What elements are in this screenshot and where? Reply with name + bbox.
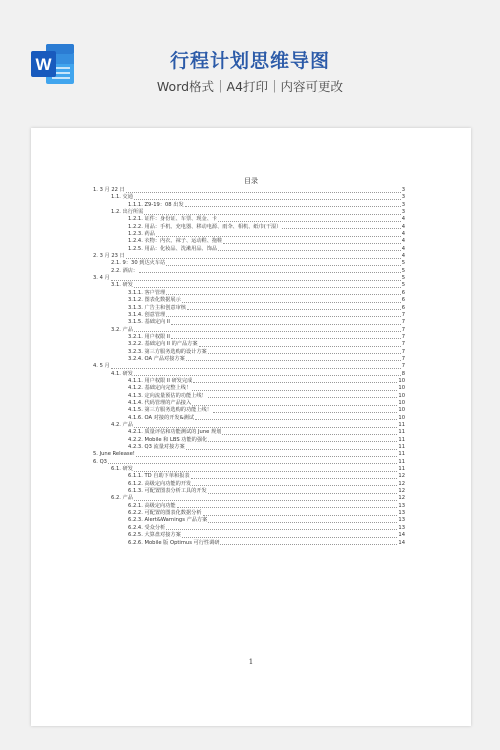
toc-leader-dots xyxy=(187,309,401,310)
toc-entry-label: 1.2.1. 证件：身份证、车票、现金、卡 xyxy=(128,216,218,223)
toc-leader-dots xyxy=(220,544,397,545)
toc-entry-label: 4.2.3. Q3 流量对接方案 xyxy=(128,444,185,451)
toc-leader-dots xyxy=(126,258,401,259)
toc-leader-dots xyxy=(166,265,400,266)
toc-leader-dots xyxy=(185,206,401,207)
toc-entry-page: 7 xyxy=(401,348,405,355)
toc-entry-label: 3.1.5. 基础定向 II xyxy=(128,319,170,326)
toc-entry-page: 3 xyxy=(401,201,405,208)
toc-leader-dots xyxy=(166,529,397,530)
toc-entry-label: 1.1.1. Z9-19：08 出发 xyxy=(128,201,184,208)
toc-leader-dots xyxy=(282,228,400,229)
toc-entry-page: 12 xyxy=(398,473,405,480)
toc-entry-page: 11 xyxy=(398,458,405,465)
toc-leader-dots xyxy=(166,316,400,317)
toc-entry-page: 5 xyxy=(401,275,405,282)
toc-entry[interactable] xyxy=(93,282,405,289)
toc-entry-page: 4 xyxy=(401,216,405,223)
toc-entry-page: 4 xyxy=(401,231,405,238)
toc-entry[interactable] xyxy=(93,473,405,480)
toc-entry-page: 6 xyxy=(401,304,405,311)
toc-leader-dots xyxy=(192,390,397,391)
toc-entry-label: 1.2.2. 用品：手机、充电器、移动电源、雨伞、相机、纸巾(干湿） xyxy=(128,223,282,230)
toc-entry-label: 3.2. 产品 xyxy=(111,326,133,333)
toc-leader-dots xyxy=(134,331,401,332)
toc-entry[interactable] xyxy=(93,429,405,436)
document-page xyxy=(31,128,471,726)
toc-leader-dots xyxy=(191,478,398,479)
toc-entry[interactable] xyxy=(93,216,405,223)
toc-entry[interactable] xyxy=(93,517,405,524)
toc-entry-page: 4 xyxy=(401,238,405,245)
toc-entry-label: 1.1. 交通 xyxy=(111,194,133,201)
toc-entry[interactable] xyxy=(93,238,405,245)
toc-leader-dots xyxy=(208,441,397,442)
toc-entry-page: 7 xyxy=(401,341,405,348)
toc-entry-label: 2.1. 9：30 到达火车站 xyxy=(111,260,166,267)
toc-leader-dots xyxy=(171,338,401,339)
toc-entry-label: 3.2.3. 第三方服务选购的设计方案 xyxy=(128,348,207,355)
toc-entry-page: 12 xyxy=(398,495,405,502)
toc-entry[interactable] xyxy=(93,268,405,275)
toc-entry-label: 4.1.4. 代码管理的产品接入 xyxy=(128,399,192,406)
toc-leader-dots xyxy=(192,485,397,486)
toc-entry-page: 13 xyxy=(398,524,405,531)
toc-leader-dots xyxy=(126,192,401,193)
toc-entry[interactable] xyxy=(93,481,405,488)
document-subtitle: Word格式｜A4打印｜内容可更改 xyxy=(156,79,344,94)
toc-entry-label: 4.1.3. 定向流量预估的功能上线！ xyxy=(128,392,207,399)
toc-entry-page: 10 xyxy=(398,385,405,392)
toc-leader-dots xyxy=(186,360,401,361)
toc-entry-page: 7 xyxy=(401,355,405,362)
toc-entry-page: 13 xyxy=(398,517,405,524)
toc-leader-dots xyxy=(186,449,398,450)
toc-entry-label: 4.1.5. 第三方服务选购的功能上线！ xyxy=(128,407,212,414)
toc-entry[interactable] xyxy=(93,371,405,378)
toc-entry-page: 7 xyxy=(401,319,405,326)
toc-entry-label: 3.2.4. OA 产品对接方案 xyxy=(128,355,185,362)
toc-entry-page: 10 xyxy=(398,377,405,384)
toc-entry-page: 3 xyxy=(401,209,405,216)
toc-entry-page: 10 xyxy=(398,392,405,399)
toc-entry-page: 11 xyxy=(398,422,405,428)
toc-entry-label: 6.1.1. TD 自助下单和报表 xyxy=(128,473,190,480)
toc-entry-page: 3 xyxy=(401,187,405,193)
toc-entry-page: 11 xyxy=(398,436,405,443)
word-icon-letter: W xyxy=(35,55,52,74)
toc-leader-dots xyxy=(195,419,397,420)
toc-entry[interactable] xyxy=(93,356,405,363)
toc-entry[interactable] xyxy=(93,349,405,356)
toc-entry-page: 4 xyxy=(401,223,405,230)
toc-entry[interactable] xyxy=(93,319,405,326)
toc-entry[interactable] xyxy=(93,246,405,253)
toc-entry-page: 13 xyxy=(398,502,405,509)
toc-leader-dots xyxy=(171,324,401,325)
toc-entry-label: 4.2. 产品 xyxy=(111,422,133,428)
toc-entry-page: 5 xyxy=(401,267,405,274)
toc-entry-page: 11 xyxy=(398,451,405,458)
toc-leader-dots xyxy=(139,272,401,273)
toc-leader-dots xyxy=(223,243,400,244)
toc-leader-dots xyxy=(108,463,397,464)
toc-entry-page: 11 xyxy=(398,429,405,436)
toc-entry[interactable] xyxy=(93,305,405,312)
toc-entry-page: 14 xyxy=(398,539,405,546)
toc-leader-dots xyxy=(208,353,401,354)
toc-entry-label: 6. Q3 xyxy=(93,458,107,465)
toc-leader-dots xyxy=(182,302,401,303)
toc-leader-dots xyxy=(156,236,401,237)
toc-leader-dots xyxy=(182,537,398,538)
toc-entry-label: 4.1. 研发 xyxy=(111,370,133,377)
toc-entry[interactable] xyxy=(93,495,405,502)
toc-leader-dots xyxy=(199,346,401,347)
toc-entry-label: 4. 5 月 xyxy=(93,363,110,370)
toc-entry-page: 8 xyxy=(401,370,405,377)
toc-leader-dots xyxy=(134,375,401,376)
toc-entry[interactable] xyxy=(93,341,405,348)
toc-entry-page: 12 xyxy=(398,488,405,495)
toc-entry[interactable] xyxy=(93,407,405,414)
toc-entry-label: 3.1.3. 广告主和创意审核 xyxy=(128,304,186,311)
toc-entry-label: 6.1.2. 高级定向功能的开发 xyxy=(128,480,192,487)
toc-entry[interactable] xyxy=(93,451,405,458)
toc-leader-dots xyxy=(208,493,398,494)
toc-entry[interactable] xyxy=(93,187,405,194)
toc-entry[interactable] xyxy=(93,532,405,539)
toc-entry-label: 6.1. 研发 xyxy=(111,466,133,473)
toc-entry[interactable] xyxy=(93,260,405,267)
toc-entry-label: 4.2.2. Mobile 和 LBS 功能的强化 xyxy=(128,436,208,443)
toc-entry-page: 11 xyxy=(398,466,405,473)
toc-leader-dots xyxy=(193,382,397,383)
toc-entry-page: 11 xyxy=(398,444,405,451)
toc-entry-page: 6 xyxy=(401,289,405,296)
toc-leader-dots xyxy=(134,199,401,200)
toc-leader-dots xyxy=(177,507,398,508)
toc-entry-label: 3.1.1. 客户管理 xyxy=(128,289,166,296)
toc-entry-page: 6 xyxy=(401,297,405,304)
toc-entry[interactable] xyxy=(93,327,405,334)
toc-entry-page: 7 xyxy=(401,333,405,340)
toc-leader-dots xyxy=(136,456,397,457)
toc-entry[interactable] xyxy=(93,202,405,209)
toc-entry-label: 2. 3 月 23 日 xyxy=(93,253,125,260)
toc-entry-page: 13 xyxy=(398,510,405,517)
toc-leader-dots xyxy=(111,368,401,369)
toc-entry-label: 3. 4 月 xyxy=(93,275,110,282)
toc-leader-dots xyxy=(111,280,401,281)
toc-leader-dots xyxy=(218,250,401,251)
toc-leader-dots xyxy=(203,515,398,516)
toc-entry-label: 1.2.4. 衣物：内衣、袜子、运动鞋、拖鞋 xyxy=(128,238,223,245)
toc-entry-label: 4.1.6. OA 对接的开发&测试 xyxy=(128,414,195,421)
toc-entry-label: 6.2.6. Mobile 版 Optimus 可行性调研 xyxy=(128,539,220,546)
toc-entry[interactable] xyxy=(93,393,405,400)
toc-title: 目录 xyxy=(244,177,258,185)
toc-entry-label: 3.1.2. 图表化数据展示 xyxy=(128,297,181,304)
toc-entry[interactable] xyxy=(93,459,405,466)
toc-entry-label: 4.1.1. 用户权限 II 研发完成 xyxy=(128,377,193,384)
toc-entry-label: 3.1.4. 创意管理 xyxy=(128,311,166,318)
toc-entry[interactable] xyxy=(93,194,405,201)
toc-leader-dots xyxy=(222,434,397,435)
toc-leader-dots xyxy=(192,405,397,406)
toc-entry-label: 6.2.4. 受众分析 xyxy=(128,524,166,531)
toc-leader-dots xyxy=(134,287,401,288)
toc-entry-page: 14 xyxy=(398,532,405,539)
toc-entry-label: 2.2. 酒店： xyxy=(111,267,139,274)
toc-leader-dots xyxy=(134,427,397,428)
toc-entry-page: 5 xyxy=(401,260,405,267)
toc-entry-label: 3.2.2. 基础定向 II 的产品方案 xyxy=(128,341,198,348)
toc-entry[interactable] xyxy=(93,488,405,495)
toc-entry-label: 4.1.2. 基础定向完整上线！ xyxy=(128,385,192,392)
toc-entry[interactable] xyxy=(93,224,405,231)
toc-entry-label: 1. 3 月 22 日 xyxy=(93,187,125,193)
toc-leader-dots xyxy=(208,522,397,523)
toc-entry-page: 10 xyxy=(398,399,405,406)
toc-entry-page: 3 xyxy=(401,194,405,201)
toc-entry-label: 1.2.5. 用品：化妆品、洗漱用品、饰品 xyxy=(128,245,218,252)
toc-entry[interactable] xyxy=(93,385,405,392)
toc-leader-dots xyxy=(208,397,398,398)
toc-leader-dots xyxy=(218,221,401,222)
header xyxy=(0,0,500,120)
toc-entry-page: 7 xyxy=(401,363,405,370)
toc-entry-page: 5 xyxy=(401,282,405,289)
toc-entry-label: 6.2.1. 高级定向功能 xyxy=(128,502,176,509)
toc-entry-label: 6.2.2. 可配置的图表化数据分析 xyxy=(128,510,202,517)
toc-entry[interactable] xyxy=(93,437,405,444)
toc-entry[interactable] xyxy=(93,540,405,547)
toc-leader-dots xyxy=(134,471,397,472)
toc-entry-page: 4 xyxy=(401,245,405,252)
toc-entry-label: 4.2.1. 质量评估和功能测试的 June 规划 xyxy=(128,429,222,436)
toc-entry-page: 10 xyxy=(398,407,405,414)
toc-leader-dots xyxy=(144,214,400,215)
toc-entry[interactable] xyxy=(93,444,405,451)
page-number: 1 xyxy=(248,658,254,666)
toc-entry-label: 3.2.1. 用户权限 II xyxy=(128,333,170,340)
toc-entry-page: 10 xyxy=(398,414,405,421)
toc-leader-dots xyxy=(166,294,400,295)
toc-entry[interactable] xyxy=(93,415,405,422)
toc-leader-dots xyxy=(134,500,397,501)
document-title: 行程计划思维导图 xyxy=(169,50,330,72)
toc-entry[interactable] xyxy=(93,275,405,282)
toc-entry-label: 3.1. 研发 xyxy=(111,282,133,289)
toc-entry-page: 4 xyxy=(401,253,405,260)
table-of-contents xyxy=(93,187,405,547)
toc-entry[interactable] xyxy=(93,363,405,370)
toc-entry-page: 7 xyxy=(401,311,405,318)
toc-entry[interactable] xyxy=(93,297,405,304)
toc-entry-page: 7 xyxy=(401,326,405,333)
toc-entry-label: 6.2.3. Alert&Warnings 产品方案 xyxy=(128,517,208,524)
toc-leader-dots xyxy=(213,412,397,413)
toc-entry-label: 1.2. 出行所需 xyxy=(111,209,144,216)
toc-entry-label: 5. June Release! xyxy=(93,451,135,458)
toc-entry-label: 1.2.3. 药品 xyxy=(128,231,155,238)
toc-entry-label: 6.2. 产品 xyxy=(111,495,133,502)
toc-entry-page: 12 xyxy=(398,480,405,487)
toc-entry-label: 6.2.5. 大算盘对接方案 xyxy=(128,532,181,539)
toc-entry-label: 6.1.3. 可配置图表分析工具的开发 xyxy=(128,488,207,495)
